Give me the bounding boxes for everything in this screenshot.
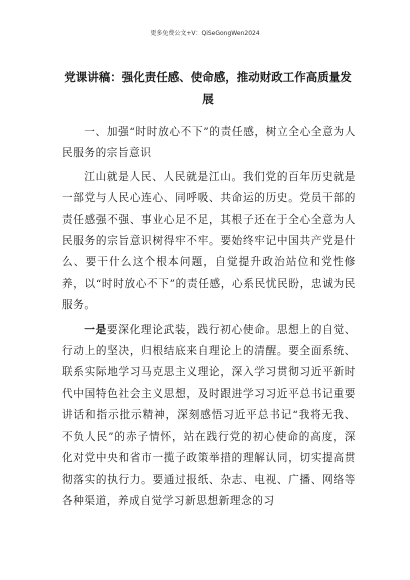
document-title: 党课讲稿：强化责任感、使命感，推动财政工作高质量发展 [64, 70, 352, 106]
paragraph-text: 要深化理论武装，践行初心使命。思想上的自觉、行动上的坚决，归根结底来自理论上的清醒。要全面系统、联系实际地学习马克思主义理论，深入学习贯彻习近平新时代中国特色社会主义思想，及时跟进学习习近平总书记重要讲话和指示批示精神，深刻感悟习近平总书记“我将无我、不负人民”的赤子情怀，站在践行党的初心使命的高度，深化对党中央和省市一揽子政策举措的理解认同，切实提高贯彻落实的执行力。要通过报纸、杂志、电视、广播、网络等各种渠道，养成自觉学习新思想新理念的习 [62, 323, 357, 507]
header-note: 更多免费公文+V：QiSeGongWen2024 [150, 30, 260, 37]
section-heading: 一、加强“时时放心不下”的责任感，树立全心全意为人民服务的宗旨意识 [62, 126, 356, 160]
document-body [62, 122, 356, 512]
paragraph [62, 320, 356, 513]
paragraph-lead: 一是 [84, 323, 107, 336]
paragraph: 江山就是人民、人民就是江山。我们党的百年历史就是一部党与人民心连心、同呼吸、共命运的历史。党员干部的责任感强不强、事业心足不足，其根子还在于全心全意为人民服务的宗旨意识树得牢不牢。要始终牢记中国共产党是什么、要干什么这个根本问题，自觉提升政治站位和党性修养，以“时时放心不下”的责任感，心系民忧民盼，忠诚为民服务。 [62, 170, 356, 312]
